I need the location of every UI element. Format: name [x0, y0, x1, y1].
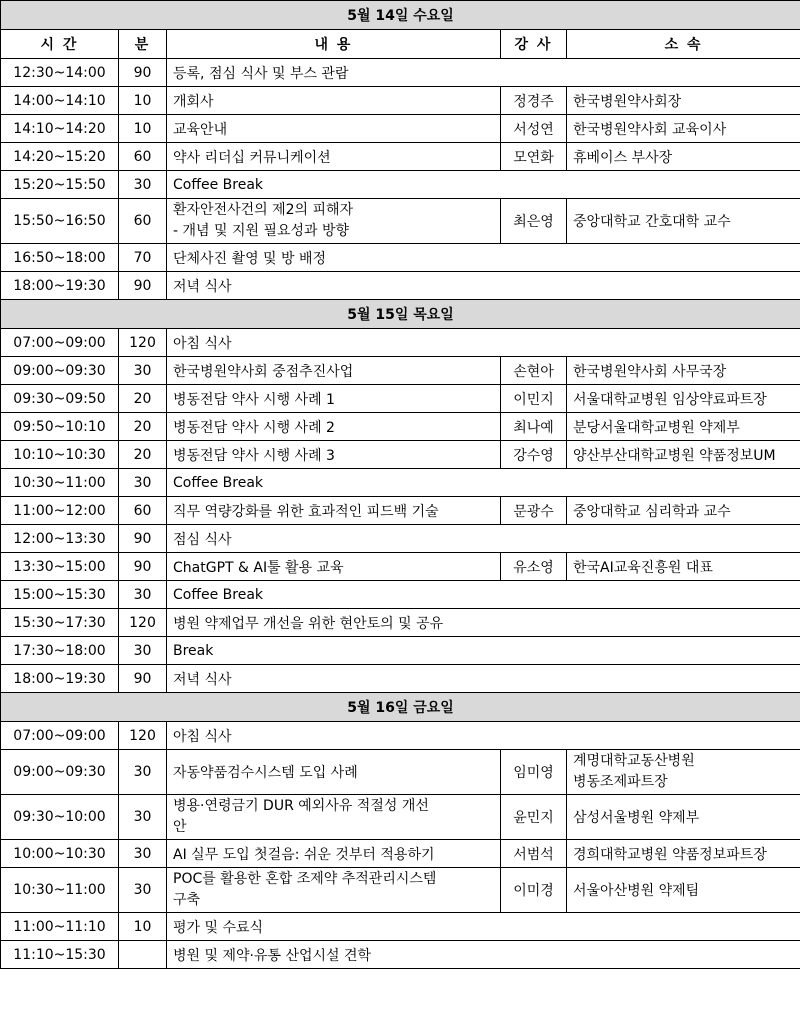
table-row [1, 497, 800, 525]
header-content: 내 용 [167, 30, 501, 59]
table-row [1, 665, 800, 693]
affiliation-cell: 한국병원약사회 사무국장 [567, 357, 800, 385]
time-cell: 09:50~10:10 [1, 413, 119, 441]
lecturer-cell: 손현아 [501, 357, 567, 385]
table-row [1, 941, 800, 969]
header-minutes: 분 [119, 30, 167, 59]
affiliation-cell: 휴베이스 부사장 [567, 143, 800, 171]
minutes-cell: 30 [119, 357, 167, 385]
minutes-cell: 90 [119, 525, 167, 553]
content-cell: 아침 식사 [167, 329, 800, 357]
affiliation-cell: 한국AI교육진흥원 대표 [567, 553, 800, 581]
time-cell: 07:00~09:00 [1, 722, 119, 750]
table-row [1, 750, 800, 795]
time-cell: 13:30~15:00 [1, 553, 119, 581]
lecturer-cell: 서범석 [501, 840, 567, 868]
time-cell: 09:30~10:00 [1, 795, 119, 840]
day-title: 5월 14일 수요일 [1, 1, 800, 30]
content-cell: 직무 역량강화를 위한 효과적인 피드백 기술 [167, 497, 501, 525]
content-cell: 병동전담 약사 시행 사례 3 [167, 441, 501, 469]
minutes-cell: 90 [119, 59, 167, 87]
minutes-cell: 10 [119, 913, 167, 941]
lecturer-cell: 임미영 [501, 750, 567, 795]
lecturer-cell: 이민지 [501, 385, 567, 413]
table-row [1, 87, 800, 115]
time-cell: 16:50~18:00 [1, 244, 119, 272]
minutes-cell: 20 [119, 441, 167, 469]
content-cell: ChatGPT & AI툴 활용 교육 [167, 553, 501, 581]
table-row [1, 385, 800, 413]
lecturer-cell: 유소영 [501, 553, 567, 581]
table-row [1, 795, 800, 840]
time-cell: 11:00~11:10 [1, 913, 119, 941]
table-row [1, 609, 800, 637]
minutes-cell: 30 [119, 750, 167, 795]
content-cell: 환자안전사건의 제2의 피해자 - 개념 및 지원 필요성과 방향 [167, 199, 501, 244]
content-cell: 저녁 식사 [167, 272, 800, 300]
time-cell: 12:00~13:30 [1, 525, 119, 553]
time-cell: 14:20~15:20 [1, 143, 119, 171]
table-row [1, 199, 800, 244]
table-row [1, 868, 800, 913]
time-cell: 18:00~19:30 [1, 665, 119, 693]
content-cell: 병동전담 약사 시행 사례 1 [167, 385, 501, 413]
affiliation-cell: 한국병원약사회 교육이사 [567, 115, 800, 143]
table-row [1, 469, 800, 497]
minutes-cell: 30 [119, 637, 167, 665]
column-header-row [1, 30, 800, 59]
content-cell: 아침 식사 [167, 722, 800, 750]
affiliation-cell: 삼성서울병원 약제부 [567, 795, 800, 840]
content-cell: Coffee Break [167, 581, 800, 609]
affiliation-cell: 서울아산병원 약제팀 [567, 868, 800, 913]
affiliation-cell: 한국병원약사회장 [567, 87, 800, 115]
time-cell: 15:30~17:30 [1, 609, 119, 637]
minutes-cell: 30 [119, 840, 167, 868]
table-row [1, 171, 800, 199]
time-cell: 10:30~11:00 [1, 469, 119, 497]
table-row [1, 115, 800, 143]
time-cell: 09:30~09:50 [1, 385, 119, 413]
table-row [1, 143, 800, 171]
content-cell: AI 실무 도입 첫걸음: 쉬운 것부터 적용하기 [167, 840, 501, 868]
table-row [1, 329, 800, 357]
time-cell: 12:30~14:00 [1, 59, 119, 87]
minutes-cell: 70 [119, 244, 167, 272]
minutes-cell: 30 [119, 581, 167, 609]
time-cell: 09:00~09:30 [1, 357, 119, 385]
time-cell: 10:10~10:30 [1, 441, 119, 469]
header-time: 시 간 [1, 30, 119, 59]
minutes-cell: 10 [119, 87, 167, 115]
table-row [1, 413, 800, 441]
table-row [1, 722, 800, 750]
lecturer-cell: 최은영 [501, 199, 567, 244]
minutes-cell: 60 [119, 143, 167, 171]
table-row [1, 244, 800, 272]
time-cell: 10:30~11:00 [1, 868, 119, 913]
table-row [1, 272, 800, 300]
content-cell: 병원 약제업무 개선을 위한 현안토의 및 공유 [167, 609, 800, 637]
content-cell: POC를 활용한 혼합 조제약 추적관리시스템 구축 [167, 868, 501, 913]
content-cell: 등록, 점심 식사 및 부스 관람 [167, 59, 800, 87]
day-title: 5월 15일 목요일 [1, 300, 800, 329]
minutes-cell: 30 [119, 469, 167, 497]
lecturer-cell: 서성연 [501, 115, 567, 143]
minutes-cell: 20 [119, 413, 167, 441]
table-row [1, 357, 800, 385]
content-cell: 자동약품검수시스템 도입 사례 [167, 750, 501, 795]
minutes-cell: 30 [119, 171, 167, 199]
minutes-cell: 90 [119, 272, 167, 300]
affiliation-cell: 양산부산대학교병원 약품정보UM [567, 441, 800, 469]
minutes-cell: 90 [119, 553, 167, 581]
content-cell: 단체사진 촬영 및 방 배정 [167, 244, 800, 272]
time-cell: 15:50~16:50 [1, 199, 119, 244]
minutes-cell: 120 [119, 722, 167, 750]
minutes-cell: 120 [119, 329, 167, 357]
minutes-cell [119, 941, 167, 969]
table-row [1, 553, 800, 581]
affiliation-cell: 분당서울대학교병원 약제부 [567, 413, 800, 441]
minutes-cell: 60 [119, 199, 167, 244]
lecturer-cell: 최나예 [501, 413, 567, 441]
content-cell: Coffee Break [167, 171, 800, 199]
affiliation-cell: 중앙대학교 심리학과 교수 [567, 497, 800, 525]
affiliation-cell: 중앙대학교 간호대학 교수 [567, 199, 800, 244]
lecturer-cell: 정경주 [501, 87, 567, 115]
content-cell: 병동전담 약사 시행 사례 2 [167, 413, 501, 441]
lecturer-cell: 모연화 [501, 143, 567, 171]
time-cell: 11:10~15:30 [1, 941, 119, 969]
table-row [1, 637, 800, 665]
header-lecturer: 강 사 [501, 30, 567, 59]
content-cell: Break [167, 637, 800, 665]
table-row [1, 525, 800, 553]
day-header-row [1, 693, 800, 722]
table-row [1, 840, 800, 868]
day-header-row [1, 300, 800, 329]
header-affiliation: 소 속 [567, 30, 800, 59]
table-row [1, 581, 800, 609]
content-cell: 점심 식사 [167, 525, 800, 553]
minutes-cell: 60 [119, 497, 167, 525]
content-cell: 약사 리더십 커뮤니케이션 [167, 143, 501, 171]
affiliation-cell: 계명대학교동산병원 병동조제파트장 [567, 750, 800, 795]
lecturer-cell: 강수영 [501, 441, 567, 469]
minutes-cell: 30 [119, 795, 167, 840]
day-header-row [1, 1, 800, 30]
content-cell: 평가 및 수료식 [167, 913, 800, 941]
minutes-cell: 120 [119, 609, 167, 637]
time-cell: 07:00~09:00 [1, 329, 119, 357]
time-cell: 18:00~19:30 [1, 272, 119, 300]
time-cell: 11:00~12:00 [1, 497, 119, 525]
table-row [1, 441, 800, 469]
table-row [1, 59, 800, 87]
lecturer-cell: 이미경 [501, 868, 567, 913]
time-cell: 14:00~14:10 [1, 87, 119, 115]
minutes-cell: 20 [119, 385, 167, 413]
time-cell: 14:10~14:20 [1, 115, 119, 143]
time-cell: 09:00~09:30 [1, 750, 119, 795]
minutes-cell: 90 [119, 665, 167, 693]
content-cell: 병용·연령금기 DUR 예외사유 적절성 개선 안 [167, 795, 501, 840]
time-cell: 17:30~18:00 [1, 637, 119, 665]
content-cell: 병원 및 제약·유통 산업시설 견학 [167, 941, 800, 969]
affiliation-cell: 경희대학교병원 약품정보파트장 [567, 840, 800, 868]
day-title: 5월 16일 금요일 [1, 693, 800, 722]
minutes-cell: 10 [119, 115, 167, 143]
content-cell: Coffee Break [167, 469, 800, 497]
table-row [1, 913, 800, 941]
time-cell: 15:20~15:50 [1, 171, 119, 199]
time-cell: 15:00~15:30 [1, 581, 119, 609]
content-cell: 저녁 식사 [167, 665, 800, 693]
lecturer-cell: 윤민지 [501, 795, 567, 840]
affiliation-cell: 서울대학교병원 임상약료파트장 [567, 385, 800, 413]
content-cell: 한국병원약사회 중점추진사업 [167, 357, 501, 385]
minutes-cell: 30 [119, 868, 167, 913]
time-cell: 10:00~10:30 [1, 840, 119, 868]
lecturer-cell: 문광수 [501, 497, 567, 525]
content-cell: 개회사 [167, 87, 501, 115]
content-cell: 교육안내 [167, 115, 501, 143]
